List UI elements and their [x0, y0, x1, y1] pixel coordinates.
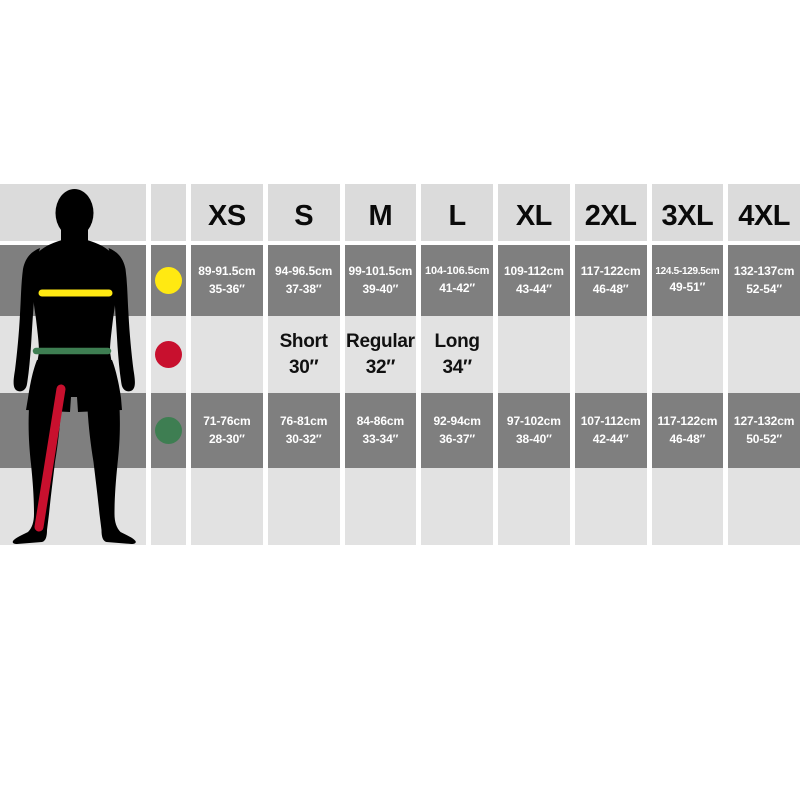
- chest-indicator-cell: [151, 245, 186, 316]
- leg-length-value: 32″: [365, 356, 396, 378]
- waist-dot-icon: [155, 417, 182, 444]
- waist-cell-4xl: [728, 393, 800, 468]
- empty-cell-4xl: [728, 468, 800, 545]
- size-header-xl: XL: [498, 184, 570, 241]
- waist-inch: 42-44″: [592, 431, 629, 446]
- waist-cell-xs: [191, 393, 263, 468]
- waist-cell-2xl: [575, 393, 647, 468]
- waist-cell-s: [268, 393, 340, 468]
- leg-length-value: 34″: [442, 356, 472, 378]
- chest-cell-2xl: [575, 245, 647, 316]
- leg-cell-xs: [191, 316, 263, 393]
- size-header-l: L: [421, 184, 493, 241]
- chest-cm: 117-122cm: [580, 264, 641, 279]
- chest-cell-3xl: [652, 245, 724, 316]
- leg-cell-xl: [498, 316, 570, 393]
- leg-cell-4xl: [728, 316, 800, 393]
- size-header-m: M: [345, 184, 417, 241]
- waist-cell-xl: [498, 393, 570, 468]
- waist-inch: 46-48″: [669, 431, 706, 446]
- leg-cell-2xl: [575, 316, 647, 393]
- chest-cell-m: [345, 245, 417, 316]
- leg-cell-3xl: [652, 316, 724, 393]
- chest-cm: 104-106.5cm: [424, 264, 490, 277]
- chest-inch: 39-40″: [362, 281, 399, 296]
- chest-inch: 41-42″: [439, 280, 476, 295]
- chest-inch: 46-48″: [592, 281, 629, 296]
- waist-cell-m: [345, 393, 417, 468]
- chest-cm: 99-101.5cm: [348, 264, 413, 279]
- chest-inch: 35-36″: [208, 281, 245, 296]
- waist-cm: 76-81cm: [279, 414, 328, 429]
- waist-indicator-cell: [151, 393, 186, 468]
- empty-cell-3xl: [652, 468, 724, 545]
- waist-cm: 84-86cm: [356, 414, 405, 429]
- figure-header-cell: [0, 184, 146, 241]
- empty-cell-xs: [191, 468, 263, 545]
- leg-fit-label: Regular: [346, 330, 415, 352]
- figure-leg-band: [0, 316, 146, 393]
- leg-fit-label: Long: [434, 330, 480, 352]
- chest-cell-l: [421, 245, 493, 316]
- chest-inch: 43-44″: [515, 281, 552, 296]
- leg-length-dot-icon: [155, 341, 182, 368]
- empty-indicator-cell: [151, 468, 186, 545]
- waist-inch: 33-34″: [362, 431, 399, 446]
- chest-cm: 132-137cm: [733, 264, 795, 279]
- size-header-2xl: 2XL: [575, 184, 647, 241]
- size-header-xs: XS: [191, 184, 263, 241]
- chest-cell-xl: [498, 245, 570, 316]
- waist-cm: 117-122cm: [657, 414, 718, 429]
- indicator-header-cell: [151, 184, 186, 241]
- waist-cell-3xl: [652, 393, 724, 468]
- chest-cm: 94-96.5cm: [275, 264, 333, 279]
- empty-cell-2xl: [575, 468, 647, 545]
- chest-cell-xs: [191, 245, 263, 316]
- size-header-s: S: [268, 184, 340, 241]
- waist-inch: 28-30″: [208, 431, 245, 446]
- chest-inch: 37-38″: [285, 281, 322, 296]
- waist-cm: 97-102cm: [506, 414, 561, 429]
- waist-cell-l: [421, 393, 493, 468]
- waist-inch: 38-40″: [515, 431, 552, 446]
- chest-inch: 49-51″: [669, 280, 706, 295]
- leg-indicator-cell: [151, 316, 186, 393]
- chest-cm: 109-112cm: [503, 264, 564, 279]
- figure-waist-band: [0, 393, 146, 468]
- chest-cell-s: [268, 245, 340, 316]
- empty-cell-m: [345, 468, 417, 545]
- empty-cell-l: [421, 468, 493, 545]
- figure-bottom-band: [0, 468, 146, 545]
- leg-fit-label: Short: [279, 330, 328, 352]
- waist-inch: 30-32″: [285, 431, 322, 446]
- empty-cell-s: [268, 468, 340, 545]
- chest-cell-4xl: [728, 245, 800, 316]
- chest-inch: 52-54″: [746, 281, 783, 296]
- waist-inch: 36-37″: [439, 431, 476, 446]
- waist-cm: 71-76cm: [203, 414, 251, 429]
- leg-cell-s: [268, 316, 340, 393]
- leg-cell-l: [421, 316, 493, 393]
- size-header-4xl: 4XL: [728, 184, 800, 241]
- chest-dot-icon: [155, 267, 182, 294]
- empty-cell-xl: [498, 468, 570, 545]
- waist-inch: 50-52″: [746, 431, 783, 446]
- waist-cm: 127-132cm: [733, 414, 795, 429]
- size-chart-table: [0, 184, 800, 545]
- leg-length-value: 30″: [288, 356, 319, 378]
- waist-cm: 107-112cm: [580, 414, 641, 429]
- figure-chest-band: [0, 245, 146, 316]
- size-header-3xl: 3XL: [652, 184, 724, 241]
- leg-cell-m: [345, 316, 417, 393]
- waist-cm: 92-94cm: [433, 414, 481, 429]
- chest-cm: 124.5-129.5cm: [655, 265, 720, 277]
- chest-cm: 89-91.5cm: [198, 264, 256, 279]
